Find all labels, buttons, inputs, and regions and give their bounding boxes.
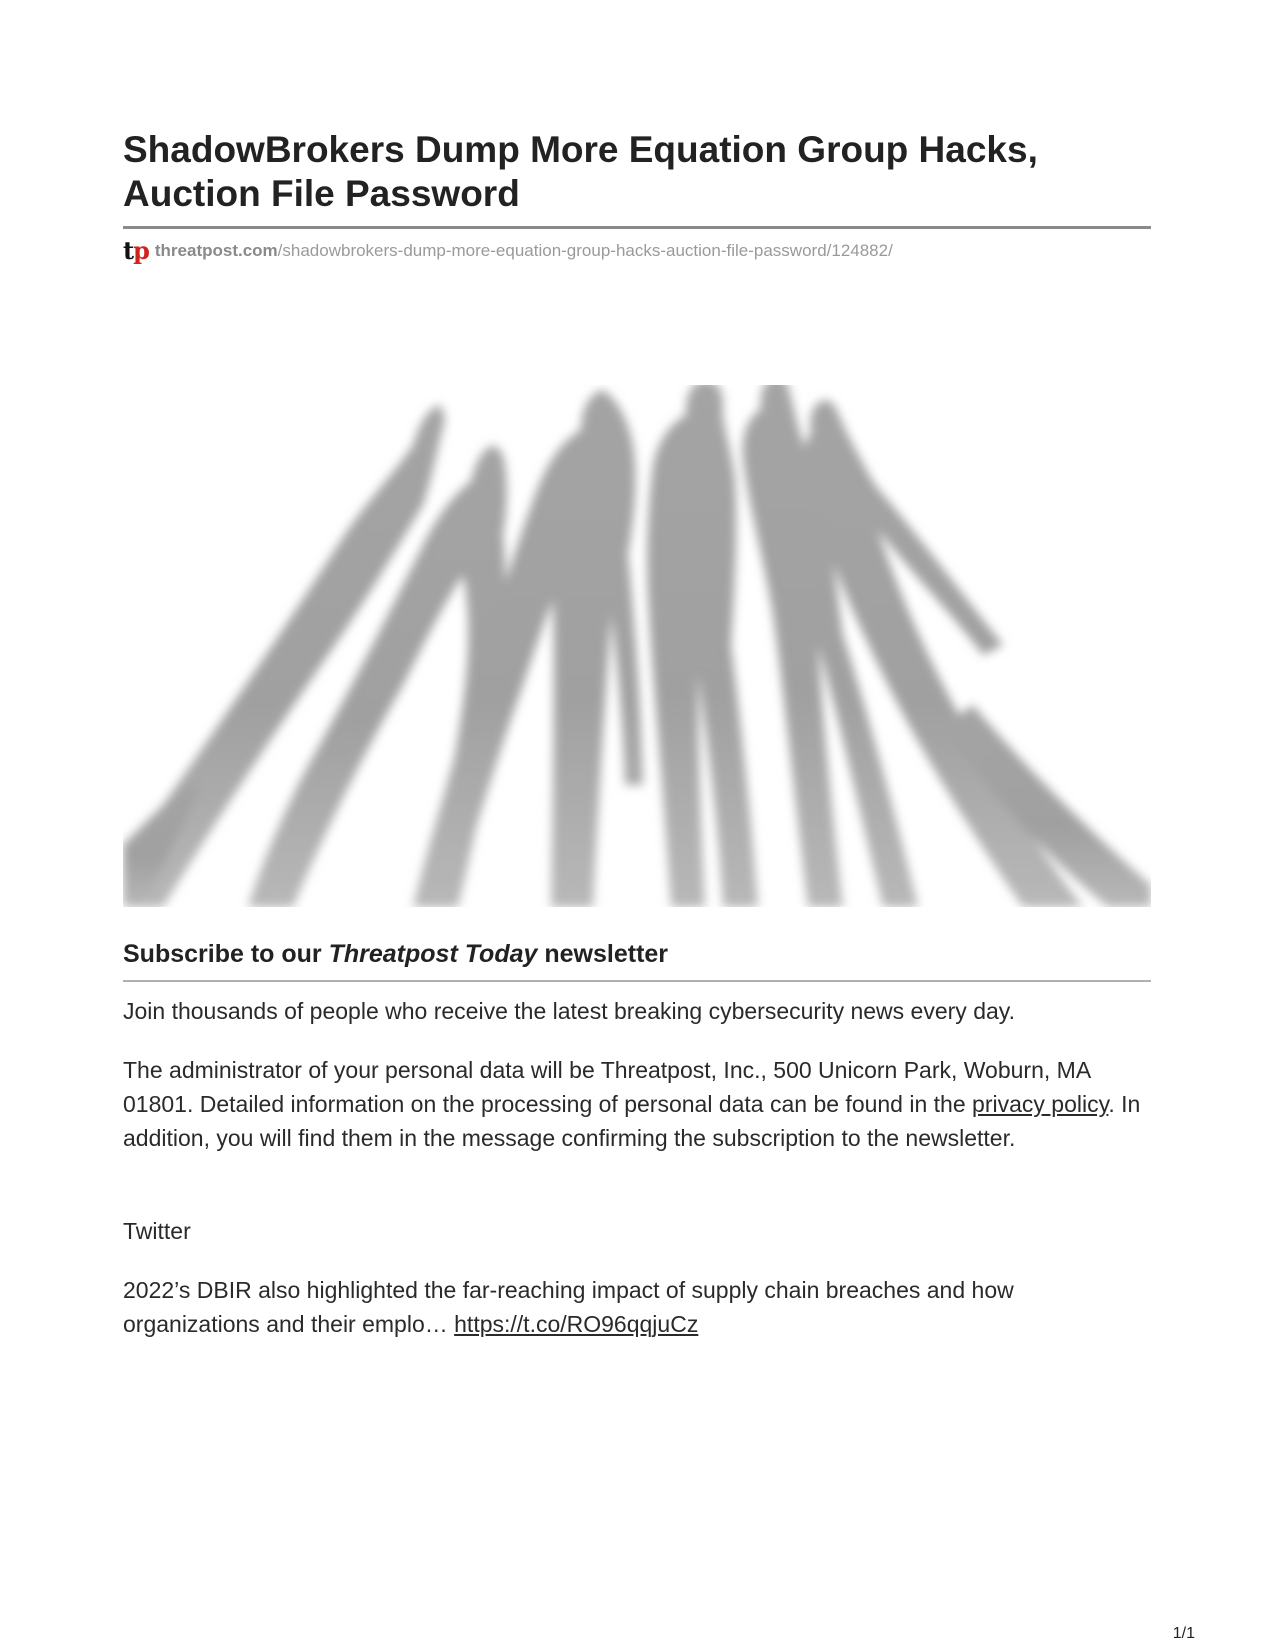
newsletter-heading	[123, 938, 668, 970]
article-title-line-2: Auction File Password	[123, 173, 520, 214]
newsletter-heading-name: Threatpost Today	[328, 940, 538, 968]
title-divider	[123, 226, 1151, 229]
privacy-notice-text-before: The administrator of your personal data will be Threatpost, Inc., 500 Unicorn Park, Woburn, MA 01801. Detailed information on the processing of personal data can be found in the	[123, 1057, 1090, 1117]
privacy-notice	[123, 1053, 1151, 1155]
threatpost-logo-icon: tp	[123, 236, 149, 265]
newsletter-heading-suffix: newsletter	[537, 940, 669, 968]
tweet	[123, 1273, 1151, 1341]
tweet-link[interactable]: https://t.co/RO96qqjuCz	[454, 1311, 699, 1337]
privacy-policy-link[interactable]: privacy policy	[972, 1091, 1109, 1117]
article-title	[123, 128, 1151, 216]
newsletter-heading-prefix: Subscribe to our	[123, 940, 329, 968]
shadow-figures	[123, 385, 1151, 907]
twitter-label: Twitter	[123, 1218, 191, 1244]
privacy-notice-text-after: . In addition, you will find them in the message confirming the subscription to the newsletter.	[123, 1091, 1141, 1151]
article-title-line-1: ShadowBrokers Dump More Equation Group Hacks,	[123, 129, 1038, 170]
source-url-line	[123, 238, 893, 264]
tweet-text: 2022’s DBIR also highlighted the far-reaching impact of supply chain breaches and how organizations and their emplo…	[123, 1277, 1014, 1337]
hero-image-shadows	[123, 385, 1151, 907]
newsletter-divider	[123, 980, 1151, 982]
source-path[interactable]: /shadowbrokers-dump-more-equation-group-hacks-auction-file-password/124882/	[277, 241, 893, 260]
source-domain[interactable]: threatpost.com	[154, 241, 278, 260]
page-number: 1/1	[1172, 1625, 1195, 1642]
newsletter-intro: Join thousands of people who receive the latest breaking cybersecurity news every day.	[123, 998, 1015, 1024]
